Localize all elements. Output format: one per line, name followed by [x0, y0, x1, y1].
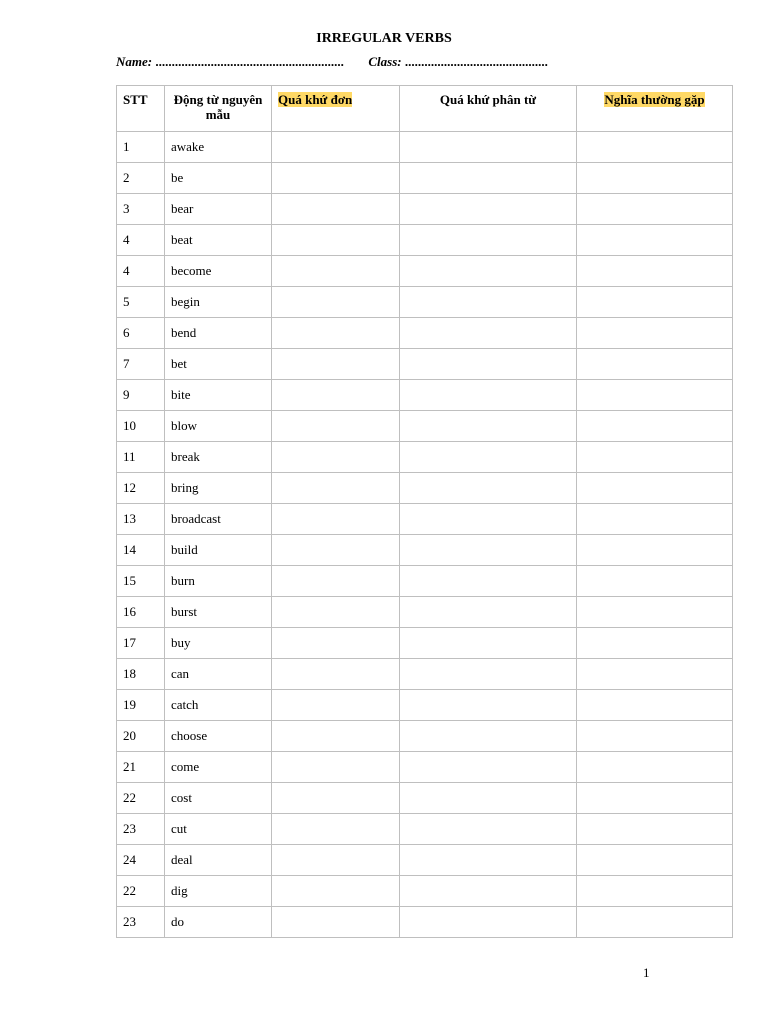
row-past-simple-blank	[272, 752, 400, 783]
row-past-simple-blank	[272, 411, 400, 442]
row-number: 6	[117, 318, 165, 349]
table-row	[117, 287, 733, 318]
row-meaning-blank	[577, 225, 733, 256]
row-verb: blow	[165, 411, 272, 442]
table-row	[117, 659, 733, 690]
table-row	[117, 163, 733, 194]
row-past-simple-blank	[272, 690, 400, 721]
row-verb: choose	[165, 721, 272, 752]
row-verb: build	[165, 535, 272, 566]
row-meaning-blank	[577, 411, 733, 442]
row-verb: catch	[165, 690, 272, 721]
table-header-row	[117, 86, 733, 132]
table-row	[117, 752, 733, 783]
table-row	[117, 535, 733, 566]
header-meaning: Nghĩa thường gặp	[577, 86, 733, 132]
table-row	[117, 442, 733, 473]
row-number: 5	[117, 287, 165, 318]
row-past-participle-blank	[400, 752, 577, 783]
table-row	[117, 349, 733, 380]
row-number: 14	[117, 535, 165, 566]
row-past-participle-blank	[400, 256, 577, 287]
row-past-simple-blank	[272, 907, 400, 938]
row-number: 17	[117, 628, 165, 659]
header-stt: STT	[117, 86, 165, 132]
row-past-participle-blank	[400, 659, 577, 690]
row-past-simple-blank	[272, 628, 400, 659]
row-number: 1	[117, 132, 165, 163]
row-past-simple-blank	[272, 380, 400, 411]
class-label: Class:	[368, 54, 402, 69]
row-past-simple-blank	[272, 132, 400, 163]
row-past-participle-blank	[400, 597, 577, 628]
row-number: 22	[117, 783, 165, 814]
row-number: 22	[117, 876, 165, 907]
row-number: 24	[117, 845, 165, 876]
row-meaning-blank	[577, 473, 733, 504]
row-past-simple-blank	[272, 721, 400, 752]
row-past-participle-blank	[400, 907, 577, 938]
row-meaning-blank	[577, 845, 733, 876]
row-past-participle-blank	[400, 132, 577, 163]
row-number: 10	[117, 411, 165, 442]
row-number: 19	[117, 690, 165, 721]
row-verb: awake	[165, 132, 272, 163]
table-row	[117, 814, 733, 845]
row-verb: bring	[165, 473, 272, 504]
name-blank: ..........................................................	[155, 54, 344, 69]
row-past-simple-blank	[272, 256, 400, 287]
row-past-participle-blank	[400, 876, 577, 907]
table-row	[117, 876, 733, 907]
row-meaning-blank	[577, 380, 733, 411]
row-verb: begin	[165, 287, 272, 318]
row-number: 20	[117, 721, 165, 752]
row-past-simple-blank	[272, 659, 400, 690]
row-past-simple-blank	[272, 597, 400, 628]
table-row	[117, 566, 733, 597]
row-meaning-blank	[577, 566, 733, 597]
row-past-simple-blank	[272, 566, 400, 597]
row-past-participle-blank	[400, 814, 577, 845]
table-row	[117, 504, 733, 535]
irregular-verbs-table	[116, 85, 733, 938]
row-past-simple-blank	[272, 442, 400, 473]
row-meaning-blank	[577, 783, 733, 814]
row-number: 18	[117, 659, 165, 690]
row-verb: can	[165, 659, 272, 690]
row-number: 13	[117, 504, 165, 535]
row-past-participle-blank	[400, 380, 577, 411]
row-number: 11	[117, 442, 165, 473]
class-blank: ............................................	[404, 54, 548, 69]
table-row	[117, 907, 733, 938]
row-number: 12	[117, 473, 165, 504]
row-past-participle-blank	[400, 721, 577, 752]
row-meaning-blank	[577, 318, 733, 349]
row-verb: bet	[165, 349, 272, 380]
row-verb: burn	[165, 566, 272, 597]
row-number: 9	[117, 380, 165, 411]
row-past-simple-blank	[272, 225, 400, 256]
row-past-simple-blank	[272, 845, 400, 876]
row-number: 7	[117, 349, 165, 380]
row-verb: broadcast	[165, 504, 272, 535]
row-verb: burst	[165, 597, 272, 628]
row-verb: cost	[165, 783, 272, 814]
row-number: 23	[117, 814, 165, 845]
row-verb: dig	[165, 876, 272, 907]
table-row	[117, 256, 733, 287]
table-row	[117, 845, 733, 876]
table-row	[117, 225, 733, 256]
row-past-simple-blank	[272, 194, 400, 225]
row-past-participle-blank	[400, 442, 577, 473]
row-past-participle-blank	[400, 163, 577, 194]
row-past-simple-blank	[272, 163, 400, 194]
row-verb: deal	[165, 845, 272, 876]
row-verb: cut	[165, 814, 272, 845]
row-verb: beat	[165, 225, 272, 256]
row-past-participle-blank	[400, 628, 577, 659]
row-number: 21	[117, 752, 165, 783]
table-row	[117, 721, 733, 752]
row-past-simple-blank	[272, 876, 400, 907]
row-past-participle-blank	[400, 504, 577, 535]
row-past-participle-blank	[400, 194, 577, 225]
row-meaning-blank	[577, 504, 733, 535]
row-meaning-blank	[577, 442, 733, 473]
row-number: 2	[117, 163, 165, 194]
row-verb: bite	[165, 380, 272, 411]
row-past-participle-blank	[400, 318, 577, 349]
name-label: Name:	[116, 54, 153, 69]
row-past-participle-blank	[400, 845, 577, 876]
table-row	[117, 318, 733, 349]
row-meaning-blank	[577, 721, 733, 752]
row-past-participle-blank	[400, 783, 577, 814]
row-past-simple-blank	[272, 814, 400, 845]
row-meaning-blank	[577, 535, 733, 566]
row-number: 16	[117, 597, 165, 628]
row-past-simple-blank	[272, 783, 400, 814]
row-verb: come	[165, 752, 272, 783]
row-past-participle-blank	[400, 349, 577, 380]
row-number: 3	[117, 194, 165, 225]
table-row	[117, 194, 733, 225]
student-info-line	[116, 54, 548, 70]
row-verb: do	[165, 907, 272, 938]
row-meaning-blank	[577, 287, 733, 318]
row-verb: buy	[165, 628, 272, 659]
row-meaning-blank	[577, 349, 733, 380]
row-number: 23	[117, 907, 165, 938]
row-number: 4	[117, 256, 165, 287]
row-meaning-blank	[577, 814, 733, 845]
row-meaning-blank	[577, 752, 733, 783]
row-meaning-blank	[577, 876, 733, 907]
row-meaning-blank	[577, 659, 733, 690]
table-row	[117, 473, 733, 504]
table-row	[117, 380, 733, 411]
table-row	[117, 783, 733, 814]
page-title: IRREGULAR VERBS	[316, 31, 452, 46]
row-past-participle-blank	[400, 566, 577, 597]
table-row	[117, 628, 733, 659]
row-meaning-blank	[577, 690, 733, 721]
row-past-participle-blank	[400, 690, 577, 721]
row-past-simple-blank	[272, 349, 400, 380]
row-verb: be	[165, 163, 272, 194]
row-meaning-blank	[577, 907, 733, 938]
row-past-participle-blank	[400, 225, 577, 256]
header-infinitive: Động từ nguyên mẫu	[165, 86, 272, 132]
row-past-participle-blank	[400, 411, 577, 442]
row-past-participle-blank	[400, 287, 577, 318]
row-meaning-blank	[577, 256, 733, 287]
row-number: 4	[117, 225, 165, 256]
table-row	[117, 690, 733, 721]
row-verb: bend	[165, 318, 272, 349]
header-past-simple: Quá khứ đơn	[272, 86, 400, 132]
row-past-participle-blank	[400, 473, 577, 504]
row-meaning-blank	[577, 163, 733, 194]
row-past-simple-blank	[272, 287, 400, 318]
row-past-simple-blank	[272, 535, 400, 566]
page-number: 1	[643, 965, 650, 980]
table-row	[117, 132, 733, 163]
row-verb: become	[165, 256, 272, 287]
row-meaning-blank	[577, 597, 733, 628]
row-past-simple-blank	[272, 504, 400, 535]
table-row	[117, 411, 733, 442]
row-number: 15	[117, 566, 165, 597]
row-meaning-blank	[577, 194, 733, 225]
row-verb: bear	[165, 194, 272, 225]
row-past-simple-blank	[272, 318, 400, 349]
row-meaning-blank	[577, 628, 733, 659]
row-past-participle-blank	[400, 535, 577, 566]
row-verb: break	[165, 442, 272, 473]
row-meaning-blank	[577, 132, 733, 163]
table-row	[117, 597, 733, 628]
row-past-simple-blank	[272, 473, 400, 504]
header-past-participle: Quá khứ phân từ	[400, 86, 577, 132]
